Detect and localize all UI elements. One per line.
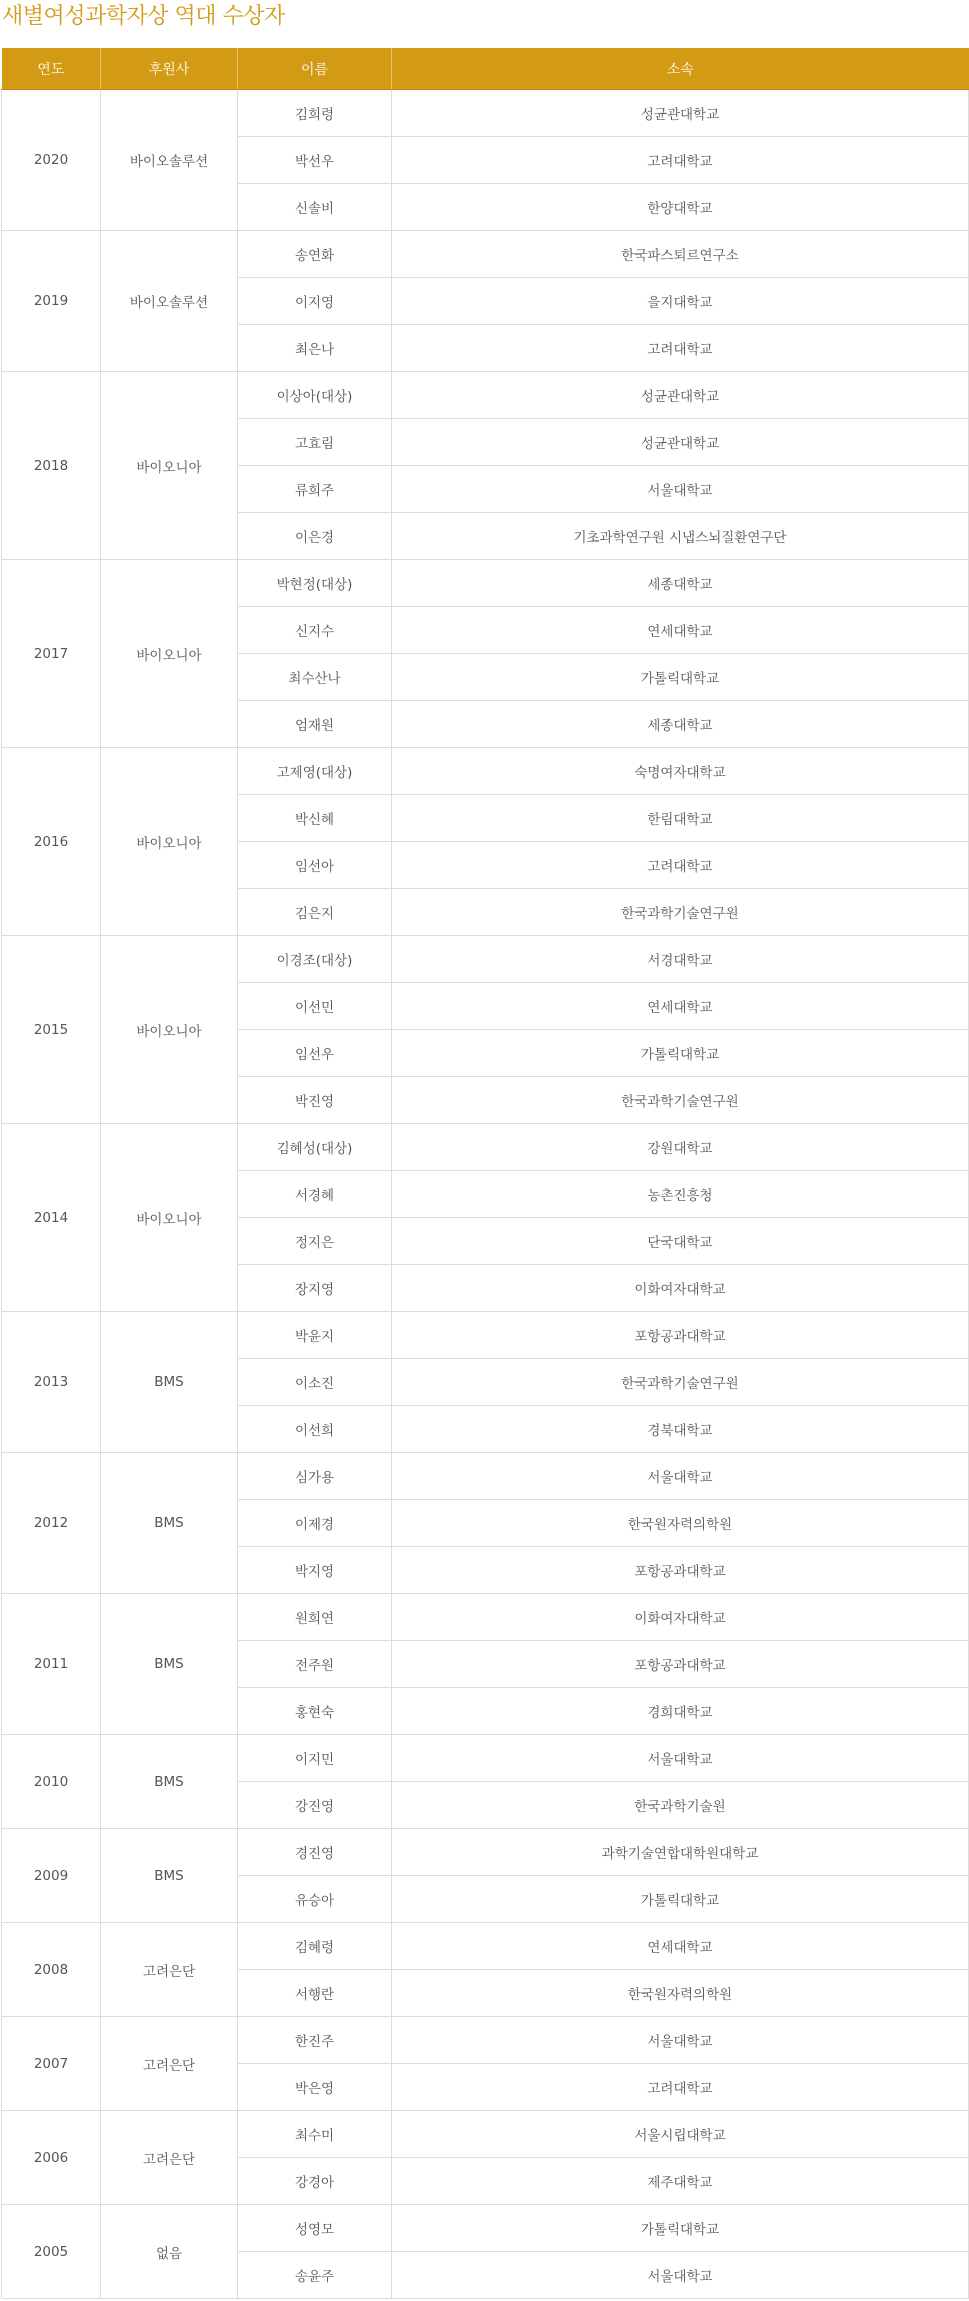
year-cell: 2014 [2,1124,101,1312]
year-cell: 2017 [2,560,101,748]
sponsor-cell: BMS [101,1735,238,1829]
winner-name-cell: 고효림 [238,419,392,466]
table-row [2,2111,969,2158]
winner-affiliation-cell: 성균관대학교 [392,419,969,466]
table-row [2,1594,969,1641]
winner-affiliation-cell: 한국과학기술연구원 [392,1359,969,1406]
winner-name-cell: 김혜성(대상) [238,1124,392,1171]
winner-name-cell: 이상아(대상) [238,372,392,419]
header-row [2,48,969,90]
winner-name-cell: 최수산나 [238,654,392,701]
winner-name-cell: 한진주 [238,2017,392,2064]
winner-affiliation-cell: 성균관대학교 [392,372,969,419]
winner-name-cell: 이경조(대상) [238,936,392,983]
winner-affiliation-cell: 강원대학교 [392,1124,969,1171]
winner-affiliation-cell: 한양대학교 [392,184,969,231]
winner-name-cell: 이은경 [238,513,392,560]
winner-affiliation-cell: 한국원자력의학원 [392,1500,969,1547]
winner-affiliation-cell: 한국파스퇴르연구소 [392,231,969,278]
winner-name-cell: 서행란 [238,1970,392,2017]
sponsor-cell: BMS [101,1453,238,1594]
table-row [2,231,969,278]
winner-name-cell: 홍현숙 [238,1688,392,1735]
winner-name-cell: 이제경 [238,1500,392,1547]
winner-name-cell: 유승아 [238,1876,392,1923]
sponsor-cell: 없음 [101,2205,238,2299]
year-cell: 2012 [2,1453,101,1594]
winner-name-cell: 박윤지 [238,1312,392,1359]
winner-name-cell: 경진영 [238,1829,392,1876]
winner-affiliation-cell: 고려대학교 [392,2064,969,2111]
table-header [2,48,969,90]
winner-name-cell: 성영모 [238,2205,392,2252]
sponsor-cell: BMS [101,1594,238,1735]
table-row [2,1923,969,1970]
winner-name-cell: 고제영(대상) [238,748,392,795]
table-body [2,90,969,2299]
winner-affiliation-cell: 경북대학교 [392,1406,969,1453]
winner-name-cell: 박진영 [238,1077,392,1124]
winner-affiliation-cell: 기초과학연구원 시냅스뇌질환연구단 [392,513,969,560]
sponsor-cell: 고려은단 [101,1923,238,2017]
winner-affiliation-cell: 가톨릭대학교 [392,1876,969,1923]
winner-affiliation-cell: 한국원자력의학원 [392,1970,969,2017]
sponsor-cell: BMS [101,1829,238,1923]
winner-affiliation-cell: 이화여자대학교 [392,1265,969,1312]
year-cell: 2015 [2,936,101,1124]
winner-name-cell: 류희주 [238,466,392,513]
winner-name-cell: 박신혜 [238,795,392,842]
table-row [2,1453,969,1500]
table-row [2,372,969,419]
sponsor-cell: 바이오니아 [101,936,238,1124]
winner-name-cell: 이지영 [238,278,392,325]
winner-name-cell: 엄재원 [238,701,392,748]
winner-affiliation-cell: 세종대학교 [392,701,969,748]
sponsor-cell: 바이오니아 [101,748,238,936]
winner-name-cell: 이선민 [238,983,392,1030]
winner-affiliation-cell: 고려대학교 [392,842,969,889]
table-row [2,1735,969,1782]
year-cell: 2016 [2,748,101,936]
table-row [2,2017,969,2064]
winner-name-cell: 송윤주 [238,2252,392,2299]
winner-affiliation-cell: 한국과학기술연구원 [392,1077,969,1124]
winner-affiliation-cell: 서울대학교 [392,1453,969,1500]
winner-affiliation-cell: 을지대학교 [392,278,969,325]
winner-name-cell: 이선희 [238,1406,392,1453]
winner-affiliation-cell: 포항공과대학교 [392,1312,969,1359]
page-title: 새별여성과학자상 역대 수상자 [2,4,285,29]
winner-affiliation-cell: 이화여자대학교 [392,1594,969,1641]
year-cell: 2011 [2,1594,101,1735]
winner-name-cell: 전주원 [238,1641,392,1688]
winner-affiliation-cell: 가톨릭대학교 [392,654,969,701]
winner-affiliation-cell: 포항공과대학교 [392,1547,969,1594]
winner-name-cell: 강경아 [238,2158,392,2205]
winner-name-cell: 이지민 [238,1735,392,1782]
winner-affiliation-cell: 가톨릭대학교 [392,2205,969,2252]
winner-name-cell: 임선아 [238,842,392,889]
winner-name-cell: 정지은 [238,1218,392,1265]
winner-name-cell: 심가용 [238,1453,392,1500]
table-row [2,1124,969,1171]
winner-affiliation-cell: 서울대학교 [392,2252,969,2299]
sponsor-cell: 바이오니아 [101,1124,238,1312]
winner-name-cell: 김은지 [238,889,392,936]
winner-affiliation-cell: 한국과학기술연구원 [392,889,969,936]
winner-affiliation-cell: 연세대학교 [392,983,969,1030]
table-row [2,748,969,795]
winner-name-cell: 신솔비 [238,184,392,231]
sponsor-cell: 고려은단 [101,2111,238,2205]
winner-affiliation-cell: 가톨릭대학교 [392,1030,969,1077]
year-cell: 2007 [2,2017,101,2111]
winner-affiliation-cell: 포항공과대학교 [392,1641,969,1688]
winner-affiliation-cell: 경희대학교 [392,1688,969,1735]
table-row [2,90,969,137]
sponsor-cell: BMS [101,1312,238,1453]
winner-affiliation-cell: 서경대학교 [392,936,969,983]
sponsor-cell: 바이오솔루션 [101,90,238,231]
winner-affiliation-cell: 고려대학교 [392,325,969,372]
winner-name-cell: 박은영 [238,2064,392,2111]
winner-affiliation-cell: 세종대학교 [392,560,969,607]
winner-affiliation-cell: 서울대학교 [392,1735,969,1782]
winner-name-cell: 이소진 [238,1359,392,1406]
winner-name-cell: 김희령 [238,90,392,137]
winner-affiliation-cell: 숙명여자대학교 [392,748,969,795]
column-header-year: 연도 [2,48,101,90]
winner-name-cell: 송연화 [238,231,392,278]
table-row [2,560,969,607]
table-row [2,1312,969,1359]
winner-name-cell: 최은나 [238,325,392,372]
year-cell: 2013 [2,1312,101,1453]
year-cell: 2010 [2,1735,101,1829]
year-cell: 2006 [2,2111,101,2205]
winner-affiliation-cell: 한림대학교 [392,795,969,842]
winner-affiliation-cell: 연세대학교 [392,607,969,654]
table-row [2,936,969,983]
year-cell: 2019 [2,231,101,372]
winner-name-cell: 원희연 [238,1594,392,1641]
column-header-sponsor: 후원사 [101,48,238,90]
sponsor-cell: 바이오솔루션 [101,231,238,372]
winner-affiliation-cell: 고려대학교 [392,137,969,184]
winner-affiliation-cell: 서울대학교 [392,2017,969,2064]
winner-name-cell: 신지수 [238,607,392,654]
year-cell: 2009 [2,1829,101,1923]
winner-affiliation-cell: 농촌진흥청 [392,1171,969,1218]
winner-name-cell: 박지영 [238,1547,392,1594]
winner-affiliation-cell: 과학기술연합대학원대학교 [392,1829,969,1876]
winner-affiliation-cell: 제주대학교 [392,2158,969,2205]
winner-affiliation-cell: 한국과학기술원 [392,1782,969,1829]
winner-name-cell: 최수미 [238,2111,392,2158]
winner-name-cell: 임선우 [238,1030,392,1077]
winner-affiliation-cell: 단국대학교 [392,1218,969,1265]
winner-affiliation-cell: 연세대학교 [392,1923,969,1970]
table-row [2,2205,969,2252]
winner-name-cell: 장지영 [238,1265,392,1312]
year-cell: 2018 [2,372,101,560]
winner-name-cell: 강진영 [238,1782,392,1829]
year-cell: 2008 [2,1923,101,2017]
table-row [2,1829,969,1876]
sponsor-cell: 고려은단 [101,2017,238,2111]
sponsor-cell: 바이오니아 [101,372,238,560]
winner-affiliation-cell: 서울대학교 [392,466,969,513]
column-header-affiliation: 소속 [392,48,969,90]
year-cell: 2020 [2,90,101,231]
winner-affiliation-cell: 서울시립대학교 [392,2111,969,2158]
winner-affiliation-cell: 성균관대학교 [392,90,969,137]
winner-name-cell: 서경혜 [238,1171,392,1218]
awards-table [1,48,969,2299]
sponsor-cell: 바이오니아 [101,560,238,748]
winner-name-cell: 박현정(대상) [238,560,392,607]
winner-name-cell: 박선우 [238,137,392,184]
year-cell: 2005 [2,2205,101,2299]
winner-name-cell: 김혜령 [238,1923,392,1970]
column-header-name: 이름 [238,48,392,90]
